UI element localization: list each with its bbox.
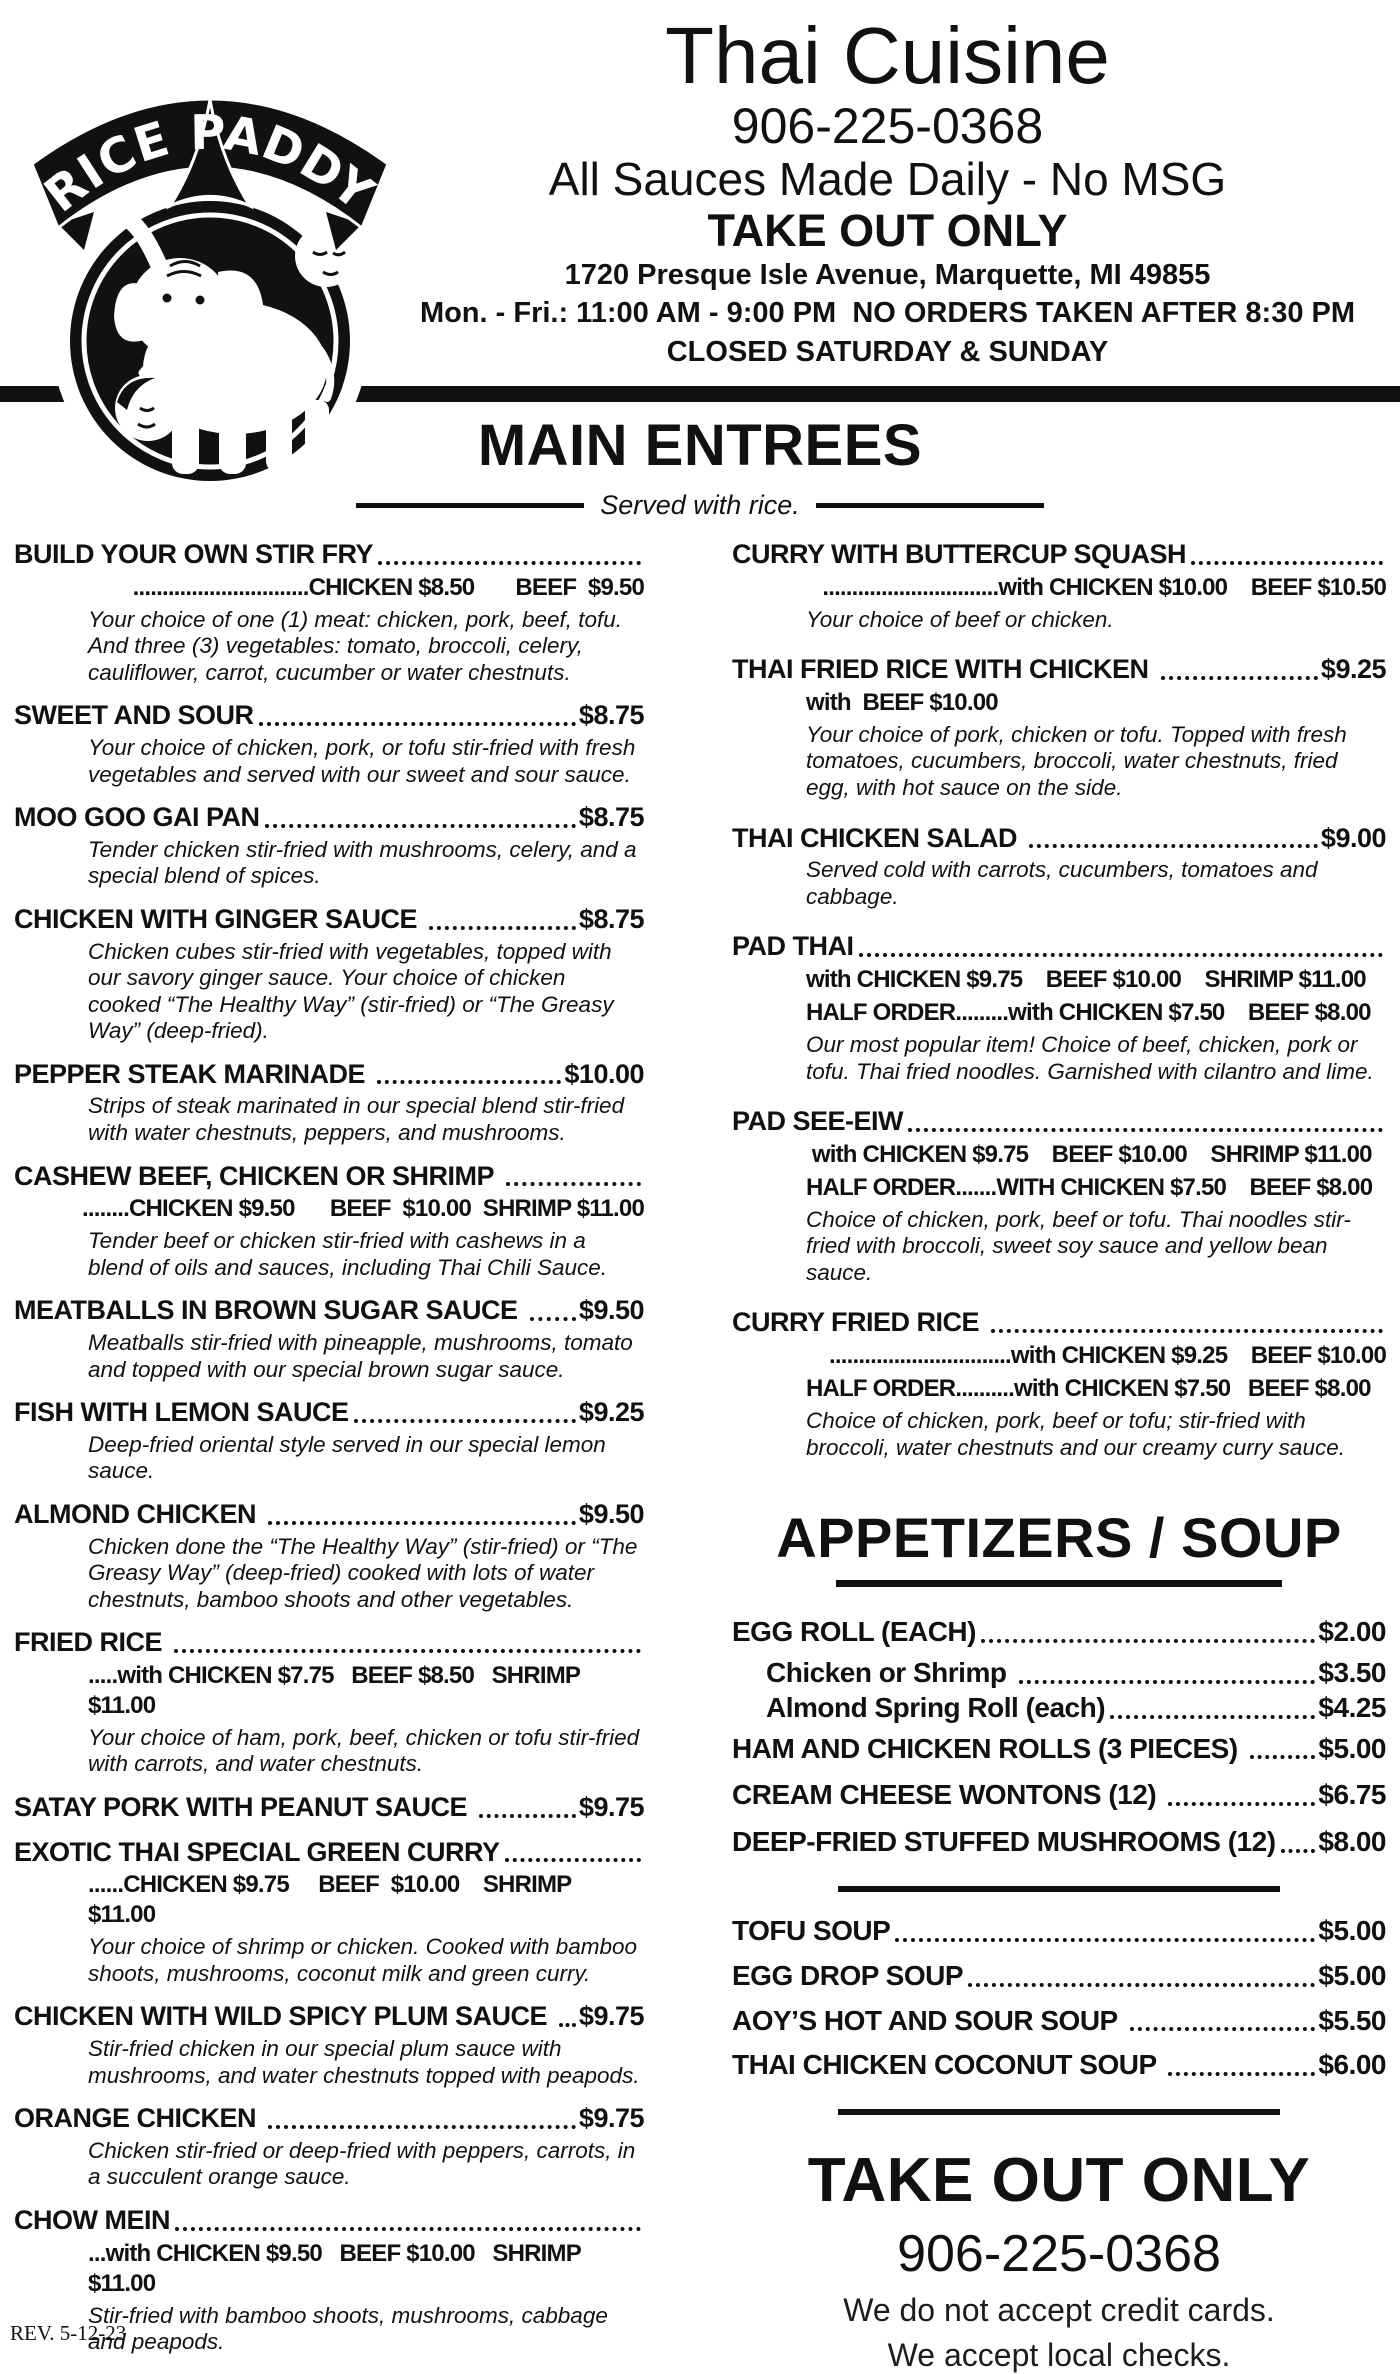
menu-item-price: $8.75 [578, 903, 644, 934]
dot-leader [895, 1938, 1315, 1942]
menu-item-title: FISH WITH LEMON SAUCE [14, 1397, 349, 1428]
menu-item-title: AOY’S HOT AND SOUR SOUP [732, 2004, 1125, 2036]
dot-leader [506, 1182, 641, 1186]
menu-item-title-row [14, 1162, 644, 1192]
menu-item-title: ALMOND CHICKEN [14, 1498, 263, 1529]
menu-item-price: $10.00 [564, 1058, 644, 1089]
menu-item-price: $9.25 [1320, 654, 1386, 685]
dot-leader [991, 1329, 1383, 1333]
menu-item-title: EGG ROLL (EACH) [732, 1616, 976, 1648]
rule-left [356, 503, 584, 508]
menu-item-title: THAI FRIED RICE WITH CHICKEN [732, 654, 1156, 685]
menu-item-description: Tender chicken stir-fried with mushrooms, celery, and a special blend of spices. [88, 836, 637, 889]
price-line [14, 573, 644, 603]
menu-item-title-row [14, 2002, 644, 2032]
menu-item-title-row [732, 540, 1386, 570]
dot-leader [859, 953, 1384, 957]
menu-item [732, 1916, 1386, 1947]
menu-item-price: $6.00 [1318, 2049, 1386, 2081]
menu-item-title-row [732, 2006, 1386, 2037]
menu-item-title: PAD SEE-EIW [732, 1106, 904, 1137]
dot-leader [377, 1080, 561, 1084]
menu-item-title: ORANGE CHICKEN [14, 2103, 264, 2134]
menu-item-description: Chicken stir-fried or deep-fried with peppers, carrots, in a succulent orange sauce. [88, 2137, 636, 2190]
price-line [14, 2239, 644, 2299]
menu-item-title-row [14, 1793, 644, 1823]
menu-item-description: Your choice of ham, pork, beef, chicken or tofu stir-fried with carrots, and water chestnuts. [88, 1724, 640, 1777]
menu-item-title: CURRY FRIED RICE [732, 1307, 987, 1338]
menu-item-price: $5.00 [1318, 1732, 1386, 1764]
menu-item [732, 2006, 1386, 2037]
menu-item [14, 1500, 644, 1613]
price-line-text: ..............................CHICKEN $8.50 BEEF $9.50 [132, 573, 644, 601]
menu-item [732, 824, 1386, 911]
price-line-text: ......CHICKEN $9.75 BEEF $10.00 SHRIMP $11.00 [88, 1871, 577, 1929]
menu-item-description: Served cold with carrots, cucumbers, tomatoes and cabbage. [806, 857, 1318, 909]
dot-leader [1029, 844, 1318, 848]
menu-item [732, 932, 1386, 1085]
dot-leader [378, 561, 641, 565]
menu-item [732, 2050, 1386, 2081]
tagline: All Sauces Made Daily - No MSG [548, 152, 1227, 205]
price-line [732, 1140, 1386, 1170]
menu-item [732, 655, 1386, 801]
menu-item-description: Strips of steak marinated in our special blend stir-fried with water chestnuts, peppers, and mushrooms. [88, 1093, 625, 1145]
dot-leader [1168, 1802, 1315, 1806]
closed-days: CLOSED SATURDAY & SUNDAY [666, 335, 1109, 368]
price-line-text: .....with CHICKEN $7.75 BEEF $8.50 SHRIMP $11.00 [88, 1661, 586, 1719]
price-line [732, 998, 1386, 1028]
menu-item-title: EXOTIC THAI SPECIAL GREEN CURRY [14, 1836, 500, 1867]
menu-item-title-row [732, 1827, 1386, 1858]
menu-item-title-row [14, 905, 644, 935]
price-line [732, 1173, 1386, 1203]
menu-item-title-row [14, 2206, 644, 2236]
hours: Mon. - Fri.: 11:00 AM - 9:00 PM NO ORDERS TAKEN AFTER 8:30 PM [419, 297, 1356, 330]
menu-item [14, 1628, 644, 1778]
menu-item-title-row [732, 1916, 1386, 1947]
column-right [732, 540, 1386, 2374]
menu-item-title-row [14, 1296, 644, 1326]
menu-item-price: $4.25 [1318, 1691, 1386, 1723]
menu-item-description: Stir-fried with bamboo shoots, mushrooms, cabbage and peapods. [88, 2302, 608, 2355]
price-line-text: with CHICKEN $9.75 BEEF $10.00 SHRIMP $11.00 [806, 1140, 1372, 1168]
header [395, 11, 1380, 369]
menu-item-description: Tender beef or chicken stir-fried with cashews in a blend of oils and sauces, including Thai Chili Sauce. [88, 1228, 608, 1280]
menu-item-price: $3.50 [1318, 1657, 1386, 1689]
menu-item-title: CHOW MEIN [14, 2205, 170, 2236]
menu-item-description: Choice of chicken, pork, beef or tofu. Thai noodles stir-fried with broccoli, sweet soy sauce and yellow bean sauce. [806, 1206, 1351, 1285]
menu-item-price: $9.75 [578, 2103, 644, 2134]
menu-item-title-row [732, 932, 1386, 962]
menu-item-price: $5.50 [1318, 2004, 1386, 2036]
menu-item [14, 905, 644, 1045]
menu-item-title-row [14, 701, 644, 731]
menu-item-title: CREAM CHEESE WONTONS (12) [732, 1779, 1164, 1811]
menu-item [732, 1961, 1386, 1992]
menu-item-description: Choice of chicken, pork, beef or tofu; stir-fried with broccoli, water chestnuts and our creamy curry sauce. [806, 1408, 1345, 1460]
menu-columns [14, 540, 1386, 2374]
menu-item [14, 1398, 644, 1485]
menu-item-price: $5.00 [1318, 1915, 1386, 1947]
price-line-text: with BEEF $10.00 [806, 688, 998, 716]
menu-item-description: Your choice of chicken, pork, or tofu stir-fried with fresh vegetables and served with our sweet and sour sauce. [88, 735, 636, 787]
column-left [14, 540, 644, 2374]
price-line-text: HALF ORDER.........with CHICKEN $7.50 BEEF $8.00 [806, 999, 1371, 1027]
menu-item-price: $5.00 [1318, 1959, 1386, 1991]
menu-item-title-row [732, 1107, 1386, 1137]
menu-item-title-row [14, 1060, 644, 1090]
menu-item-description: Chicken done the “The Healthy Way” (stir-fried) or “The Greasy Way” (deep-fried) cooked with lots of water chestnuts, bamboo shoots and other vegetables. [88, 1533, 638, 1612]
menu-item-title: Almond Spring Roll (each) [766, 1691, 1106, 1723]
menu-item [732, 1107, 1386, 1286]
menu-item-title: TOFU SOUP [732, 1915, 891, 1947]
logo-text: RICE PADDY [34, 104, 386, 224]
dot-leader [908, 1128, 1383, 1132]
menu-item-description: Your choice of shrimp or chicken. Cooked with bamboo shoots, mushrooms, coconut milk and green curry. [88, 1934, 638, 1986]
menu-item-title: Chicken or Shrimp [766, 1657, 1014, 1689]
menu-item [732, 1827, 1386, 1858]
soup-list [732, 1916, 1386, 2081]
rule-right [816, 503, 1044, 508]
menu-item [14, 1060, 644, 1147]
dot-leader [505, 1858, 641, 1862]
menu-item-price: $9.00 [1320, 822, 1386, 853]
menu-item-title-row [732, 1693, 1386, 1724]
section-underline [836, 1580, 1282, 1587]
price-line-text: ..............................with CHICKEN $10.00 BEEF $10.50 [822, 573, 1386, 601]
dot-leader [559, 2023, 576, 2027]
price-line-text: ...with CHICKEN $9.50 BEEF $10.00 SHRIMP $11.00 [88, 2239, 587, 2297]
menu-item [732, 1617, 1386, 1648]
price-line-text: with CHICKEN $9.75 BEEF $10.00 SHRIMP $11.00 [806, 966, 1366, 994]
menu-item-price: $9.25 [578, 1397, 644, 1428]
menu-item [14, 540, 644, 686]
menu-item-description: Chicken cubes stir-fried with vegetables, topped with our savory ginger sauce. Your choice of chicken cooked “The Healthy Way” (stir-fried) or “The Greasy Way” (deep-fried). [88, 938, 614, 1044]
dot-leader [1191, 561, 1383, 565]
dot-leader [354, 1419, 576, 1423]
menu-item [732, 1734, 1386, 1765]
menu-item-title: MOO GOO GAI PAN [14, 802, 260, 833]
menu-item-price: $9.75 [578, 2001, 644, 2032]
menu-item [732, 1693, 1386, 1724]
rice-paddy-logo [20, 16, 400, 486]
price-line [14, 1194, 644, 1224]
dot-leader [268, 2125, 576, 2129]
menu-item-description: Meatballs stir-fried with pineapple, mushrooms, tomato and topped with our special brown sugar sauce. [88, 1330, 633, 1382]
menu-item-title: PAD THAI [732, 931, 854, 962]
dot-leader [530, 1317, 576, 1321]
menu-item-title: SWEET AND SOUR [14, 700, 254, 731]
menu-item-title-row [14, 803, 644, 833]
menu-item-title-row [732, 2050, 1386, 2081]
menu-item [732, 1308, 1386, 1461]
menu-item-title-row [14, 2104, 644, 2134]
menu-item-title-row [732, 1658, 1386, 1689]
dot-leader [968, 1983, 1315, 1987]
price-line-text: ...............................with CHICKEN $9.25 BEEF $10.00 [829, 1342, 1386, 1370]
price-line-text: HALF ORDER..........with CHICKEN $7.50 BEEF $8.00 [806, 1375, 1371, 1403]
dot-leader [268, 1521, 576, 1525]
menu-item [14, 701, 644, 788]
menu-item-title: MEATBALLS IN BROWN SUGAR SAUCE [14, 1295, 525, 1326]
address: 1720 Presque Isle Avenue, Marquette, MI 49855 [564, 259, 1211, 292]
menu-item-title-row [14, 1838, 644, 1868]
menu-item-title: CHICKEN WITH WILD SPICY PLUM SAUCE [14, 2001, 555, 2032]
menu-item-description: Our most popular item! Choice of beef, chicken, pork or tofu. Thai fried noodles. Garnished with cilantro and lime. [806, 1032, 1374, 1084]
menu-item-title: CURRY WITH BUTTERCUP SQUASH [732, 539, 1187, 569]
menu-item-title-row [14, 540, 644, 570]
divider-line-2 [838, 2109, 1280, 2115]
footer [732, 2145, 1386, 2374]
served-with-rice-label: Served with rice. [600, 490, 800, 520]
price-line-text: HALF ORDER.......WITH CHICKEN $7.50 BEEF $8.00 [806, 1173, 1373, 1201]
menu-item-price: $8.00 [1318, 1826, 1386, 1858]
footer-takeout: TAKE OUT ONLY [807, 2146, 1311, 2216]
menu-item-description: Your choice of one (1) meat: chicken, pork, beef, tofu. And three (3) vegetables: tomato, broccoli, celery, cauliflower, carrot, cucumber or water chestnuts. [88, 606, 623, 685]
footer-note-checks: We accept local checks. [887, 2337, 1231, 2374]
menu-item-price: $9.50 [578, 1295, 644, 1326]
menu-item [14, 1296, 644, 1383]
menu-item-title: FRIED RICE [14, 1627, 170, 1658]
dot-leader [479, 1814, 576, 1818]
menu-item-title-row [732, 1308, 1386, 1338]
dot-leader [1130, 2027, 1316, 2031]
menu-item-price: $8.75 [578, 802, 644, 833]
menu-item [14, 2104, 644, 2191]
dot-leader [1168, 2072, 1315, 2076]
menu-item [14, 1838, 644, 1988]
menu-item-description: Stir-fried chicken in our special plum sauce with mushrooms, and water chestnuts topped with peapods. [88, 2036, 640, 2088]
dot-leader [981, 1639, 1315, 1643]
dot-leader [1019, 1680, 1316, 1684]
price-line [732, 573, 1386, 603]
served-with-rice-row [0, 490, 1400, 521]
menu-item-title-row [14, 1500, 644, 1530]
menu-item [14, 1162, 644, 1282]
dot-leader [1281, 1849, 1316, 1853]
menu-item-description: Deep-fried oriental style served in our special lemon sauce. [88, 1431, 606, 1484]
menu-item-description: Your choice of pork, chicken or tofu. Topped with fresh tomatoes, cucumbers, broccoli, water chestnuts, fried egg, with hot sauce on the side. [806, 721, 1347, 801]
menu-item-title-row [732, 1734, 1386, 1765]
menu-item-price: $9.50 [578, 1498, 644, 1529]
lady-face-icon [115, 375, 181, 441]
dot-leader [265, 824, 576, 828]
dot-leader [174, 1649, 641, 1653]
dot-leader [1250, 1755, 1315, 1759]
price-line [732, 965, 1386, 995]
menu-item-title: SATAY PORK WITH PEANUT SAUCE [14, 1792, 475, 1822]
menu-item-description: Your choice of beef or chicken. [806, 606, 1114, 632]
takeout-banner: TAKE OUT ONLY [707, 204, 1068, 256]
menu-item-title: THAI CHICKEN COCONUT SOUP [732, 2049, 1164, 2081]
menu-item-price: $9.75 [578, 1792, 644, 1822]
price-line [732, 1341, 1386, 1371]
price-line [14, 1661, 644, 1721]
menu-item-title: THAI CHICKEN SALAD [732, 822, 1024, 853]
appetizers-soup-heading: APPETIZERS / SOUP [776, 1506, 1342, 1570]
menu-item [732, 1780, 1386, 1811]
price-line [732, 1374, 1386, 1404]
menu-item-title: PEPPER STEAK MARINADE [14, 1058, 373, 1089]
dot-leader [259, 722, 576, 726]
divider-line [838, 1886, 1280, 1892]
menu-item-title: CASHEW BEEF, CHICKEN OR SHRIMP [14, 1160, 501, 1191]
menu-item [14, 803, 644, 890]
revision-label: REV. 5-12-23 [10, 2321, 127, 2345]
menu-item-title: CHICKEN WITH GINGER SAUCE [14, 903, 425, 934]
phone-number: 906-225-0368 [731, 98, 1044, 154]
menu-item-title-row [732, 824, 1386, 854]
main-entrees-heading: MAIN ENTREES [477, 413, 923, 478]
menu-item [14, 2002, 644, 2089]
menu-item-title-row [14, 1398, 644, 1428]
right-entrees [732, 540, 1386, 1461]
menu-item [732, 540, 1386, 633]
menu-item [732, 1658, 1386, 1689]
dot-leader [1110, 1715, 1315, 1719]
price-line [732, 688, 1386, 718]
menu-item-price: $6.75 [1318, 1779, 1386, 1811]
dot-leader [175, 2227, 641, 2231]
dot-leader [1161, 676, 1318, 680]
menu-item-title-row [14, 1628, 644, 1658]
menu-item-title-row [732, 1961, 1386, 1992]
appetizer-list [732, 1617, 1386, 1858]
menu-item-price: $8.75 [578, 700, 644, 731]
menu-item-title: DEEP-FRIED STUFFED MUSHROOMS (12) [732, 1826, 1276, 1858]
dot-leader [429, 926, 576, 930]
menu-item-title-row [732, 655, 1386, 685]
footer-note-credit: We do not accept credit cards. [843, 2292, 1275, 2329]
menu-item-title: EGG DROP SOUP [732, 1959, 964, 1991]
menu-item-title: BUILD YOUR OWN STIR FRY [14, 539, 373, 569]
menu-item [14, 1793, 644, 1823]
restaurant-title: Thai Cuisine [665, 11, 1110, 100]
menu-item-title: HAM AND CHICKEN ROLLS (3 PIECES) [732, 1732, 1245, 1764]
menu-item-title-row [732, 1780, 1386, 1811]
price-line-text: ........CHICKEN $9.50 BEEF $10.00 SHRIMP $11.00 [82, 1195, 644, 1223]
price-line [14, 1870, 644, 1930]
footer-phone: 906-225-0368 [897, 2225, 1221, 2284]
menu-item-title-row [732, 1617, 1386, 1648]
menu-item-price: $2.00 [1318, 1616, 1386, 1648]
